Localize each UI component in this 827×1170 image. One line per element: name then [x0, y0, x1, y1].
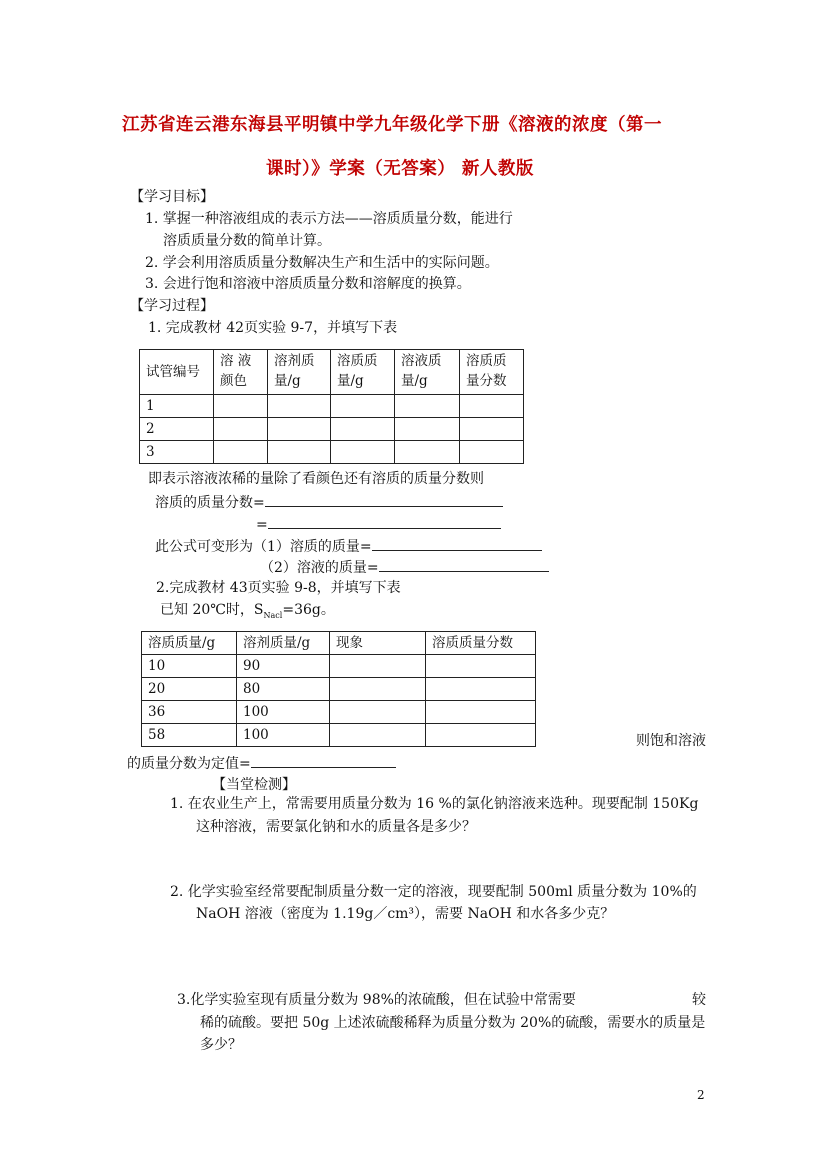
- table1-header-cell: 溶质质 量分数: [460, 350, 524, 395]
- experiment-table-1: [139, 349, 524, 464]
- variant-a-label: 此公式可变形为（1）溶质的质量=: [155, 539, 372, 555]
- formula-blank[interactable]: [265, 491, 503, 507]
- saturated-line: [127, 752, 396, 774]
- question-2a: 2. 化学实验室经常要配制质量分数一定的溶液，现要配制 500ml 质量分数为 10%的: [170, 884, 697, 900]
- table2-cell: 10: [142, 655, 237, 678]
- table1-header-cell: 溶液质 量/g: [395, 350, 460, 395]
- question-3b: 稀的硫酸。要把 50g 上述浓硫酸稀释为质量分数为 20%的硫酸，需要水的质量是: [200, 1015, 706, 1031]
- table2-cell[interactable]: [330, 701, 426, 724]
- formula-blank-2[interactable]: [268, 513, 501, 529]
- table-row: [140, 441, 524, 464]
- table-row: [140, 395, 524, 418]
- objective-1a: 1. 掌握一种溶液组成的表示方法——溶质质量分数，能进行: [145, 211, 513, 227]
- variant-line-b: [260, 556, 549, 578]
- table-row: [142, 655, 536, 678]
- formula-label: 溶质的质量分数=: [155, 495, 265, 511]
- document-title-line1: 江苏省连云港东海县平明镇中学九年级化学下册《溶液的浓度（第一: [122, 115, 662, 135]
- table1-cell[interactable]: [214, 441, 268, 464]
- objectives-heading: 【学习目标】: [130, 189, 214, 205]
- known-prefix: 已知 20℃时，S: [160, 602, 264, 618]
- table1-cell[interactable]: [268, 441, 331, 464]
- formula-line-2: [256, 513, 501, 535]
- table2-cell: 58: [142, 724, 237, 747]
- table1-cell: 3: [140, 441, 214, 464]
- table2-header-cell: 现象: [330, 632, 426, 655]
- table2-cell: 90: [237, 655, 330, 678]
- table1-cell[interactable]: [214, 418, 268, 441]
- objective-3: 3. 会进行饱和溶液中溶质质量分数和溶解度的换算。: [145, 276, 471, 292]
- saturated-fraction-blank[interactable]: [251, 752, 396, 768]
- saturated-note-b: 的质量分数为定值=: [127, 756, 251, 772]
- table1-header-cell: 溶质质 量/g: [331, 350, 395, 395]
- table-row: [140, 418, 524, 441]
- table2-cell[interactable]: [426, 724, 536, 747]
- table1-cell[interactable]: [331, 395, 395, 418]
- table1-cell[interactable]: [214, 395, 268, 418]
- question-1b: 这种溶液，需要氯化钠和水的质量各是多少？: [196, 819, 476, 835]
- table1-cell[interactable]: [395, 395, 460, 418]
- table-row: [142, 724, 536, 747]
- table2-header-cell: 溶质质量分数: [426, 632, 536, 655]
- formula-equals: =: [256, 517, 268, 533]
- question-2b: NaOH 溶液（密度为 1.19g／cm³），需要 NaOH 和水各多少克？: [196, 906, 615, 922]
- question-1a: 1. 在农业生产上，常需要用质量分数为 16 %的氯化钠溶液来选种。现要配制 150Kg: [170, 796, 699, 812]
- table1-cell[interactable]: [268, 418, 331, 441]
- table1-cell[interactable]: [268, 395, 331, 418]
- question-3c: 多少？: [200, 1037, 242, 1053]
- table1-header-row: [140, 350, 524, 395]
- test-heading: 【当堂检测】: [212, 777, 296, 793]
- step2-instruction: 2.完成教材 43页实验 9-8，并填写下表: [156, 580, 401, 596]
- table2-cell: 36: [142, 701, 237, 724]
- solute-mass-blank[interactable]: [372, 535, 542, 551]
- table2-cell: 20: [142, 678, 237, 701]
- table2-cell[interactable]: [330, 724, 426, 747]
- table-row: [142, 678, 536, 701]
- table1-cell[interactable]: [460, 418, 524, 441]
- known-condition: [160, 600, 335, 626]
- table1-cell[interactable]: [395, 418, 460, 441]
- page-number: 2: [697, 1088, 705, 1102]
- table1-cell[interactable]: [460, 441, 524, 464]
- table-row: [142, 701, 536, 724]
- document-title-line2: 课时）》学案（无答案） 新人教版: [266, 159, 534, 179]
- table2-header-cell: 溶剂质量/g: [237, 632, 330, 655]
- question-3a-tail: 较: [692, 992, 706, 1008]
- table2-cell[interactable]: [426, 678, 536, 701]
- question-3a: 3.化学实验室现有质量分数为 98%的浓硫酸，但在试验中常需要: [177, 992, 576, 1008]
- table2-cell: 100: [237, 724, 330, 747]
- table2-header-row: [142, 632, 536, 655]
- table1-header-cell: 溶剂质 量/g: [268, 350, 331, 395]
- table1-cell: 2: [140, 418, 214, 441]
- known-subscript: Nacl: [263, 610, 283, 620]
- variant-line-a: [155, 535, 542, 557]
- formula-line: [155, 491, 503, 513]
- saturated-note-a: 则饱和溶液: [636, 733, 706, 749]
- solution-mass-blank[interactable]: [379, 556, 549, 572]
- table2-cell: 80: [237, 678, 330, 701]
- table2-cell[interactable]: [330, 678, 426, 701]
- table1-cell[interactable]: [395, 441, 460, 464]
- table2-cell[interactable]: [330, 655, 426, 678]
- variant-b-label: （2）溶液的质量=: [260, 560, 379, 576]
- objective-1b: 溶质质量分数的简单计算。: [163, 233, 331, 249]
- step1-instruction: 1. 完成教材 42页实验 9-7，并填写下表: [148, 320, 398, 336]
- table1-header-cell: 试管编号: [140, 350, 214, 395]
- experiment-table-2: [141, 631, 536, 747]
- table1-header-cell: 溶 液 颜色: [214, 350, 268, 395]
- table1-cell[interactable]: [331, 418, 395, 441]
- concentration-note: 即表示溶液浓稀的量除了看颜色还有溶质的质量分数则: [148, 471, 484, 487]
- table2-cell: 100: [237, 701, 330, 724]
- table2-header-cell: 溶质质量/g: [142, 632, 237, 655]
- table2-cell[interactable]: [426, 655, 536, 678]
- known-suffix: =36g。: [282, 602, 335, 618]
- table1-cell[interactable]: [331, 441, 395, 464]
- process-heading: 【学习过程】: [130, 298, 214, 314]
- table1-cell: 1: [140, 395, 214, 418]
- objective-2: 2. 学会利用溶质质量分数解决生产和生活中的实际问题。: [145, 255, 499, 271]
- table1-cell[interactable]: [460, 395, 524, 418]
- table2-cell[interactable]: [426, 701, 536, 724]
